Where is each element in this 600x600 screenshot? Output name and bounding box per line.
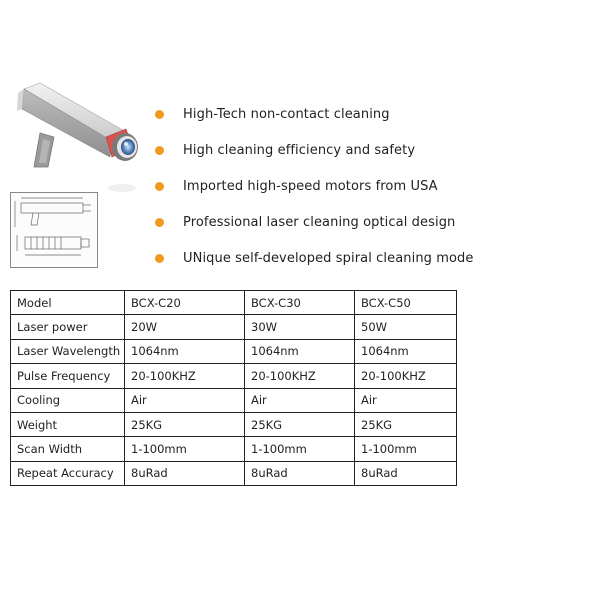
table-cell: 8uRad (245, 461, 355, 485)
table-cell: 1-100mm (125, 437, 245, 461)
table-row (11, 437, 457, 461)
table-row (11, 412, 457, 436)
table-cell: 20-100KHZ (125, 364, 245, 388)
table-row (11, 291, 457, 315)
table-cell: Air (355, 388, 457, 412)
feature-list (155, 96, 474, 276)
table-cell: 1-100mm (355, 437, 457, 461)
table-cell: 25KG (245, 412, 355, 436)
feature-item (155, 204, 474, 240)
table-cell: 8uRad (125, 461, 245, 485)
table-row (11, 388, 457, 412)
laser-gun-image (10, 75, 145, 200)
table-cell: 50W (355, 315, 457, 339)
feature-text: High-Tech non-contact cleaning (183, 106, 390, 122)
table-cell: Air (125, 388, 245, 412)
feature-item (155, 168, 474, 204)
feature-item (155, 132, 474, 168)
table-row (11, 461, 457, 485)
bullet-icon (155, 254, 164, 263)
bullet-icon (155, 146, 164, 155)
feature-text: UNique self-developed spiral cleaning mode (183, 250, 474, 266)
table-cell: Air (245, 388, 355, 412)
table-cell: Repeat Accuracy (11, 461, 125, 485)
table-cell: Cooling (11, 388, 125, 412)
table-cell: 25KG (355, 412, 457, 436)
table-cell: Laser Wavelength (11, 339, 125, 363)
bullet-icon (155, 182, 164, 191)
feature-text: Professional laser cleaning optical design (183, 214, 456, 230)
table-cell: 25KG (125, 412, 245, 436)
table-cell: 30W (245, 315, 355, 339)
table-cell: Laser power (11, 315, 125, 339)
feature-text: Imported high-speed motors from USA (183, 178, 438, 194)
bullet-icon (155, 218, 164, 227)
spec-table (10, 290, 457, 486)
table-cell: Scan Width (11, 437, 125, 461)
table-cell: 20W (125, 315, 245, 339)
table-cell: BCX-C20 (125, 291, 245, 315)
bullet-icon (155, 110, 164, 119)
table-cell: Weight (11, 412, 125, 436)
table-cell: BCX-C50 (355, 291, 457, 315)
table-cell: 1-100mm (245, 437, 355, 461)
table-cell: 1064nm (355, 339, 457, 363)
technical-drawing (10, 192, 98, 268)
table-row (11, 364, 457, 388)
table-row (11, 339, 457, 363)
table-cell: 1064nm (125, 339, 245, 363)
feature-text: High cleaning efficiency and safety (183, 142, 416, 158)
table-row (11, 315, 457, 339)
table-cell: 20-100KHZ (355, 364, 457, 388)
table-cell: 20-100KHZ (245, 364, 355, 388)
feature-item (155, 96, 474, 132)
feature-item (155, 240, 474, 276)
table-cell: 8uRad (355, 461, 457, 485)
table-cell: 1064nm (245, 339, 355, 363)
table-cell: BCX-C30 (245, 291, 355, 315)
table-cell: Pulse Frequency (11, 364, 125, 388)
table-cell: Model (11, 291, 125, 315)
